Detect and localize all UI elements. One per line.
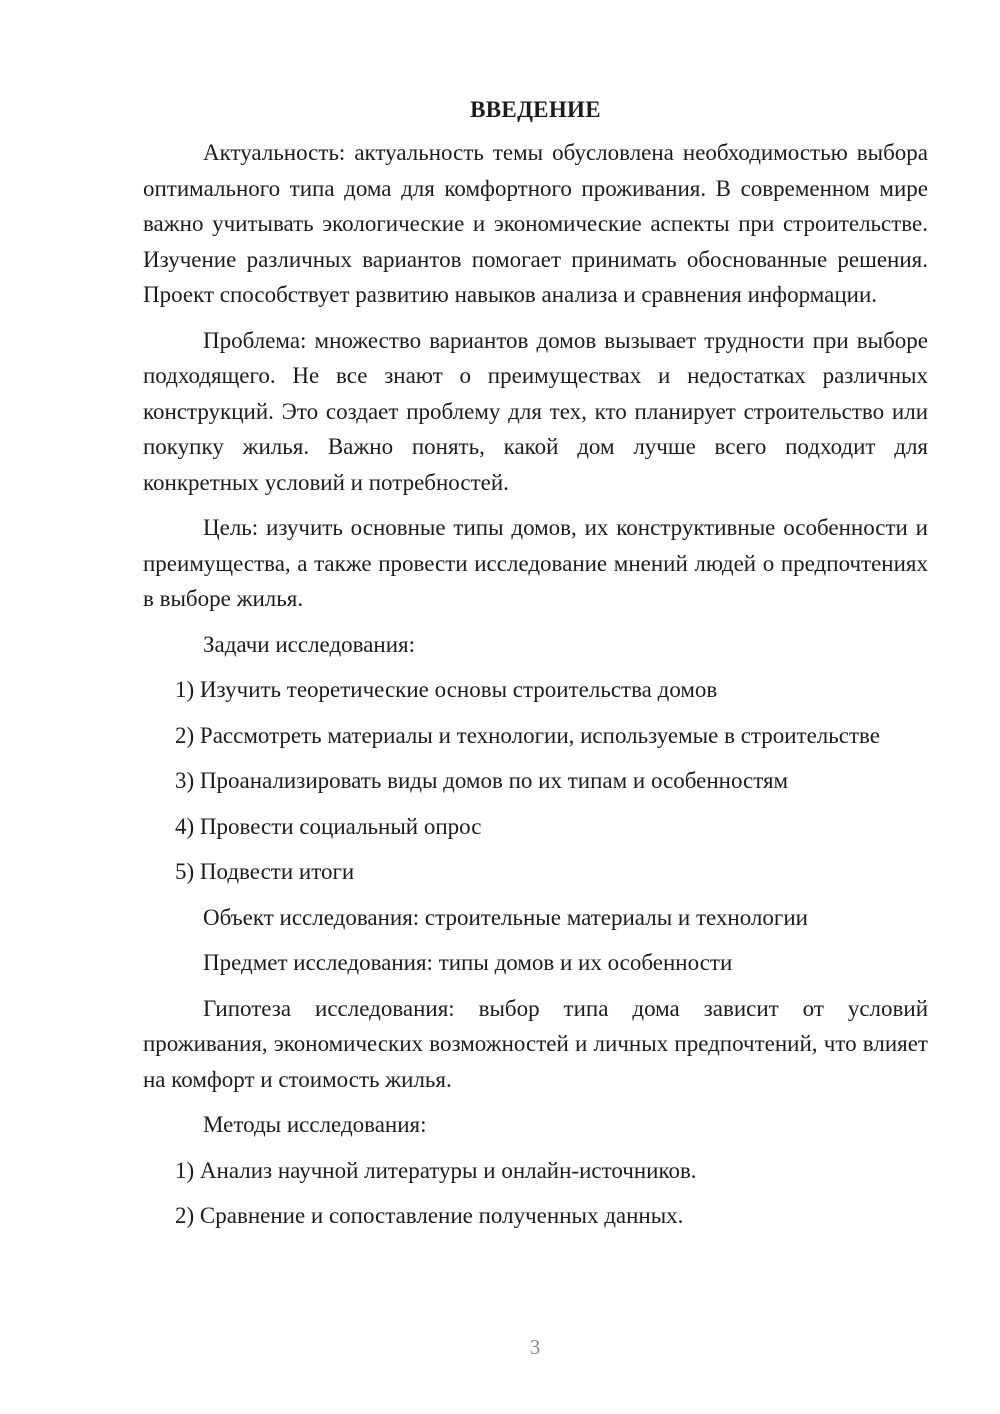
task-item-2: 2) Рассмотреть материалы и технологии, используемые в строительстве [175,722,880,748]
problem-paragraph: Проблема: множество вариантов домов вызывает трудности при выборе подходящего. Не все знают о преимуществах и недостатках различных конструкций. Это создает проблему для тех, кто планирует строительство или покупку жилья. Важно понять, какой дом лучше всего подходит для конкретных условий и потребностей. [143,327,928,495]
method-item-1: 1) Анализ научной литературы и онлайн-источников. [175,1157,697,1183]
relevance-paragraph: Актуальность: актуальность темы обусловлена необходимостью выбора оптимального типа дома для комфортного проживания. В современном мире важно учитывать экологические и экономические аспекты при строительстве. Изучение различных вариантов помогает принимать обоснованные решения. Проект способствует развитию навыков анализа и сравнения информации. [143,140,928,307]
task-item-3: 3) Проанализировать виды домов по их типам и особенностям [175,768,789,793]
task-item-4: 4) Провести социальный опрос [175,813,482,839]
page-content [143,95,928,1244]
object-paragraph: Объект исследования: строительные материалы и технологии [203,904,808,930]
methods-heading: Методы исследования: [203,1112,427,1137]
task-item-5: 5) Подвести итоги [175,859,355,884]
page-title: ВВЕДЕНИЕ [470,97,601,122]
method-item-2: 2) Сравнение и сопоставление полученных данных. [175,1203,684,1228]
hypothesis-paragraph: Гипотеза исследования: выбор типа дома зависит от условий проживания, экономических возможностей и личных предпочтений, что влияет на комфорт и стоимость жилья. [143,995,928,1092]
goal-paragraph: Цель: изучить основные типы домов, их конструктивные особенности и преимущества, а также провести исследование мнений людей о предпочтениях в выборе жилья. [143,515,928,611]
tasks-heading: Задачи исследования: [203,631,416,657]
subject-paragraph: Предмет исследования: типы домов и их особенности [203,950,733,975]
page-number: 3 [529,1335,541,1359]
task-item-1: 1) Изучить теоретические основы строительства домов [175,677,718,702]
